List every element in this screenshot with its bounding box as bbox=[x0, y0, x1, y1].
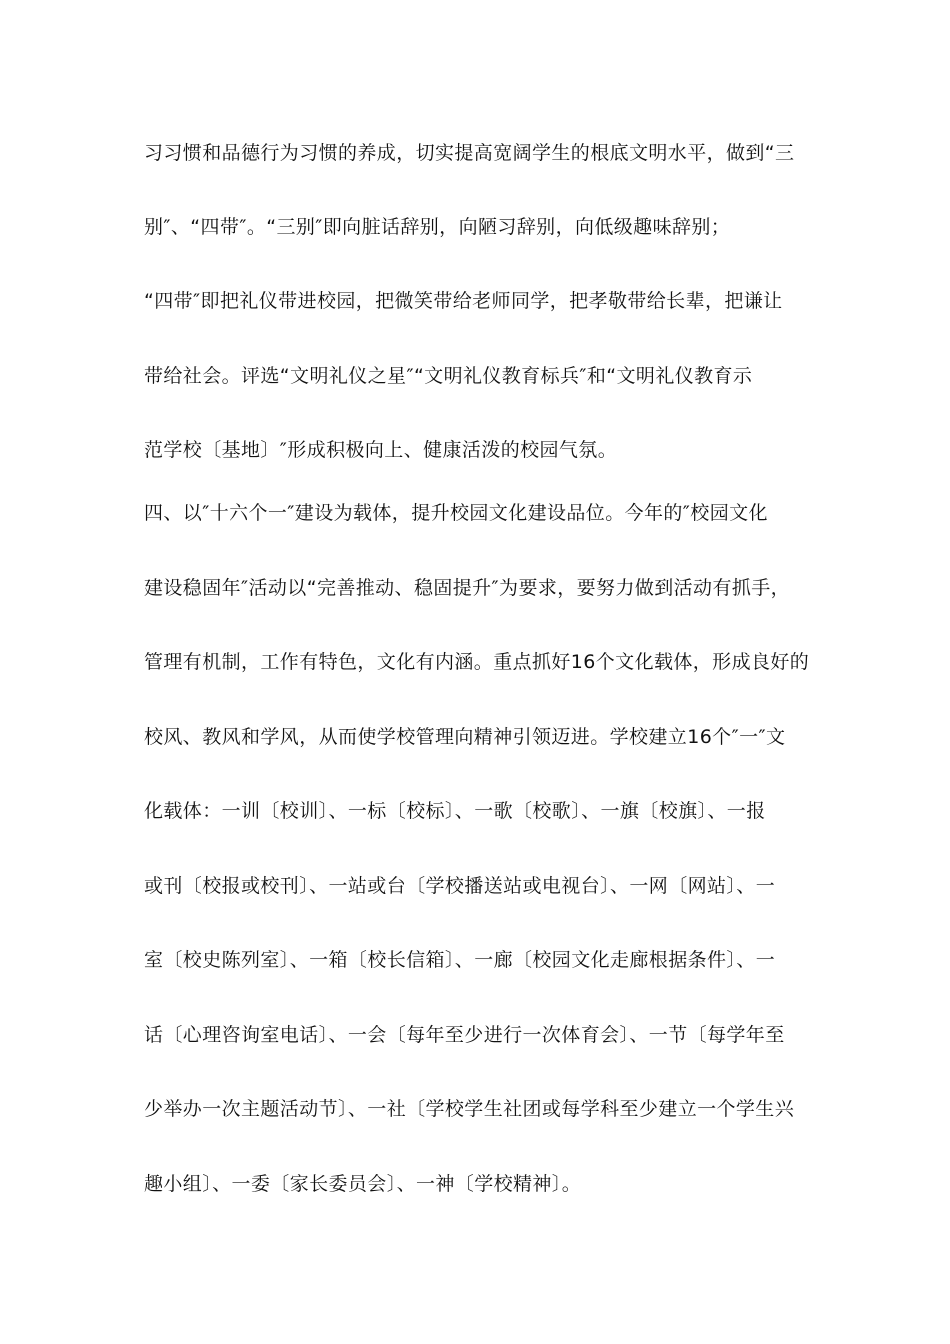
text-line-12: 室〔校史陈列室〕、一箱〔校长信箱〕、一廊〔校园文化走廊根据条件〕、一 bbox=[144, 949, 776, 971]
text-line-10: 化载体：一训〔校训〕、一标〔校标〕、一歌〔校歌〕、一旗〔校旗〕、一报 bbox=[144, 800, 766, 822]
text-line-8: 管理有机制，工作有特色，文化有内涵。重点抓好16个文化载体，形成良好的 bbox=[144, 651, 810, 673]
text-line-15: 趣小组〕、一委〔家长委员会〕、一神〔学校精神〕。 bbox=[144, 1173, 582, 1195]
text-line-6: 四、以″十六个一″建设为载体，提升校园文化建设品位。今年的″校园文化 bbox=[144, 502, 768, 524]
text-line-3: “四带″即把礼仪带进校园，把微笑带给老师同学，把孝敬带给长辈，把谦让 bbox=[144, 290, 783, 312]
text-line-7: 建设稳固年″活动以“完善推动、稳固提升″为要求，要努力做到活动有抓手， bbox=[144, 577, 791, 599]
text-line-4: 带给社会。评选“文明礼仪之星″“文明礼仪教育标兵″和“文明礼仪教育示 bbox=[144, 365, 753, 387]
text-line-5: 范学校〔基地〕″形成积极向上、健康活泼的校园气氛。 bbox=[144, 439, 618, 461]
text-line-11: 或刊〔校报或校刊〕、一站或台〔学校播送站或电视台〕、一网〔网站〕、一 bbox=[144, 875, 776, 897]
text-line-14: 少举办一次主题活动节〕、一社〔学校学生社团或每学科至少建立一个学生兴 bbox=[144, 1098, 795, 1120]
text-line-2: 别″、“四带″。“三别″即向脏话辞别，向陋习辞别，向低级趣味辞别； bbox=[144, 216, 731, 238]
text-line-13: 话〔心理咨询室电话〕、一会〔每年至少进行一次体育会〕、一节〔每学年至 bbox=[144, 1024, 785, 1046]
text-line-9: 校风、教风和学风，从而使学校管理向精神引领迈进。学校建立16个″一″文 bbox=[144, 726, 786, 748]
text-line-1: 习习惯和品德行为习惯的养成，切实提高宽阔学生的根底文明水平，做到“三 bbox=[144, 142, 795, 164]
